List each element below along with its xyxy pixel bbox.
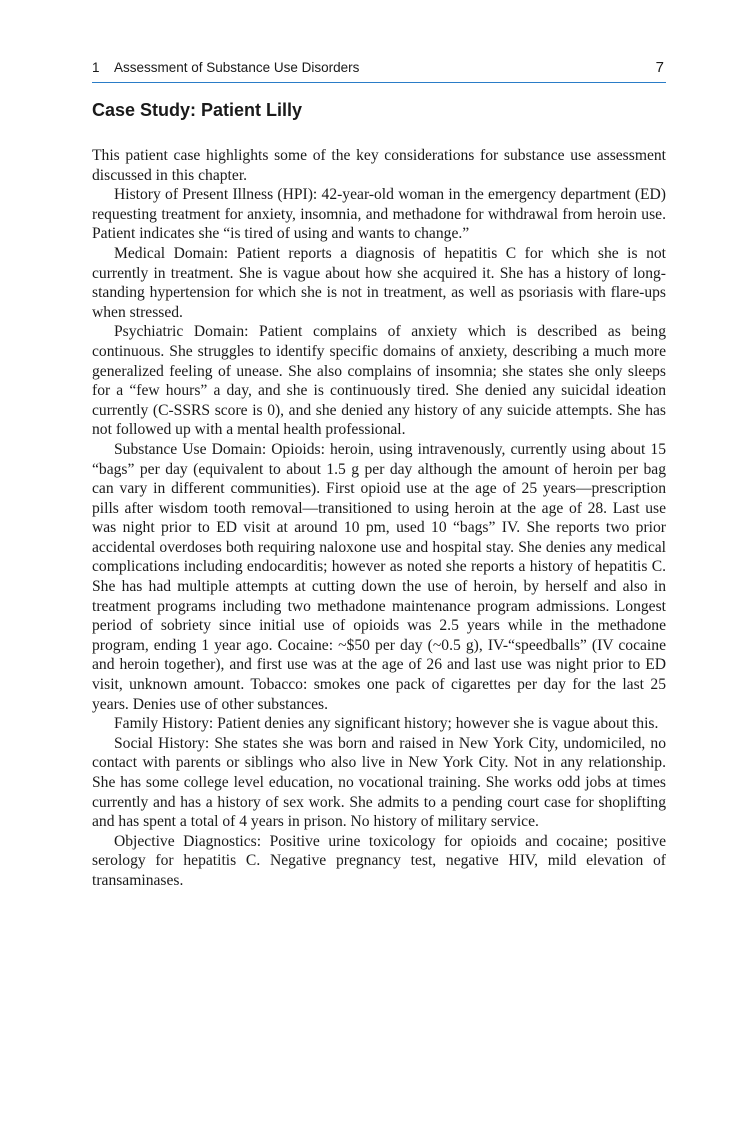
paragraph-objective-diagnostics: Objective Diagnostics: Positive urine toxicology for opioids and cocaine; positive serology for hepatitis C. Negative pregnancy test, negative HIV, mild elevation of transaminases. bbox=[92, 832, 666, 889]
section-heading: Case Study: Patient Lilly bbox=[92, 100, 303, 120]
page-number: 7 bbox=[655, 59, 664, 76]
paragraph-intro: This patient case highlights some of the key considerations for substance use assessment discussed in this chapter. bbox=[92, 147, 666, 184]
paragraph-family-history: Family History: Patient denies any significant history; however she is vague about this. bbox=[114, 715, 659, 733]
body-text bbox=[92, 146, 666, 891]
paragraph-hpi: History of Present Illness (HPI): 42-year-old woman in the emergency department (ED) requesting treatment for anxiety, insomnia, and methadone for withdrawal from heroin use. Patient indicates she “is tired of using and wants to change.” bbox=[92, 186, 666, 243]
paragraph-medical-domain: Medical Domain: Patient reports a diagnosis of hepatitis C for which she is not currently in treatment. She is vague about how she acquired it. She has a history of long-standing hypertension for which she is not in treatment, as well as psoriasis with flare-ups when stressed. bbox=[92, 244, 666, 321]
paragraph-substance-use-domain: Substance Use Domain: Opioids: heroin, using intravenously, currently using about 15 “bags” per day (equivalent to about 1.5 g per day although the amount of heroin per bag can vary in different communities). First opioid use at the age of 25 years—prescription pills after wisdom tooth removal—transitioned to using heroin at the age of 28. Last use was night prior to ED visit at around 10 pm, used 10 “bags” IV. She reports two prior accidental overdoses both requiring naloxone use and hospital stay. She denies any medical complications including endocarditis; however as noted she reports a history of hepatitis C. She has had multiple attempts at cutting down the use of heroin, by herself and also in treatment programs including two methadone maintenance program admissions. Longest period of sobriety since initial use of opioids was 2.5 years while in the methadone program, ending 1 year ago. Cocaine: ~$50 per day (~0.5 g), IV-“speedballs” (IV cocaine and heroin together), and first use was at the age of 26 and last use was night prior to ED visit, unknown amount. Tobacco: smokes one pack of cigarettes per day for the last 25 years. Denies use of other substances. bbox=[92, 440, 666, 713]
chapter-number: 1 bbox=[92, 60, 100, 75]
paragraph-psychiatric-domain: Psychiatric Domain: Patient complains of anxiety which is described as being continuous. She struggles to identify specific domains of anxiety, describing a much more generalized feeling of unease. She also complains of insomnia; she states she only sleeps for a “few hours” a day, and she is continuously tired. She denied any suicidal ideation currently (C-SSRS score is 0), and she denied any history of any suicide attempts. She has not followed up with a mental health professional. bbox=[92, 323, 666, 439]
chapter-title: Assessment of Substance Use Disorders bbox=[114, 60, 360, 75]
running-head bbox=[92, 58, 666, 83]
paragraph-social-history: Social History: She states she was born and raised in New York City, undomiciled, no contact with parents or siblings who also live in New York City. Not in any relationship. She has some college level education, no vocational training. She works odd jobs at times currently and has a history of sex work. She admits to a pending court case for shoplifting and has spent a total of 4 years in prison. No history of military service. bbox=[92, 734, 666, 831]
